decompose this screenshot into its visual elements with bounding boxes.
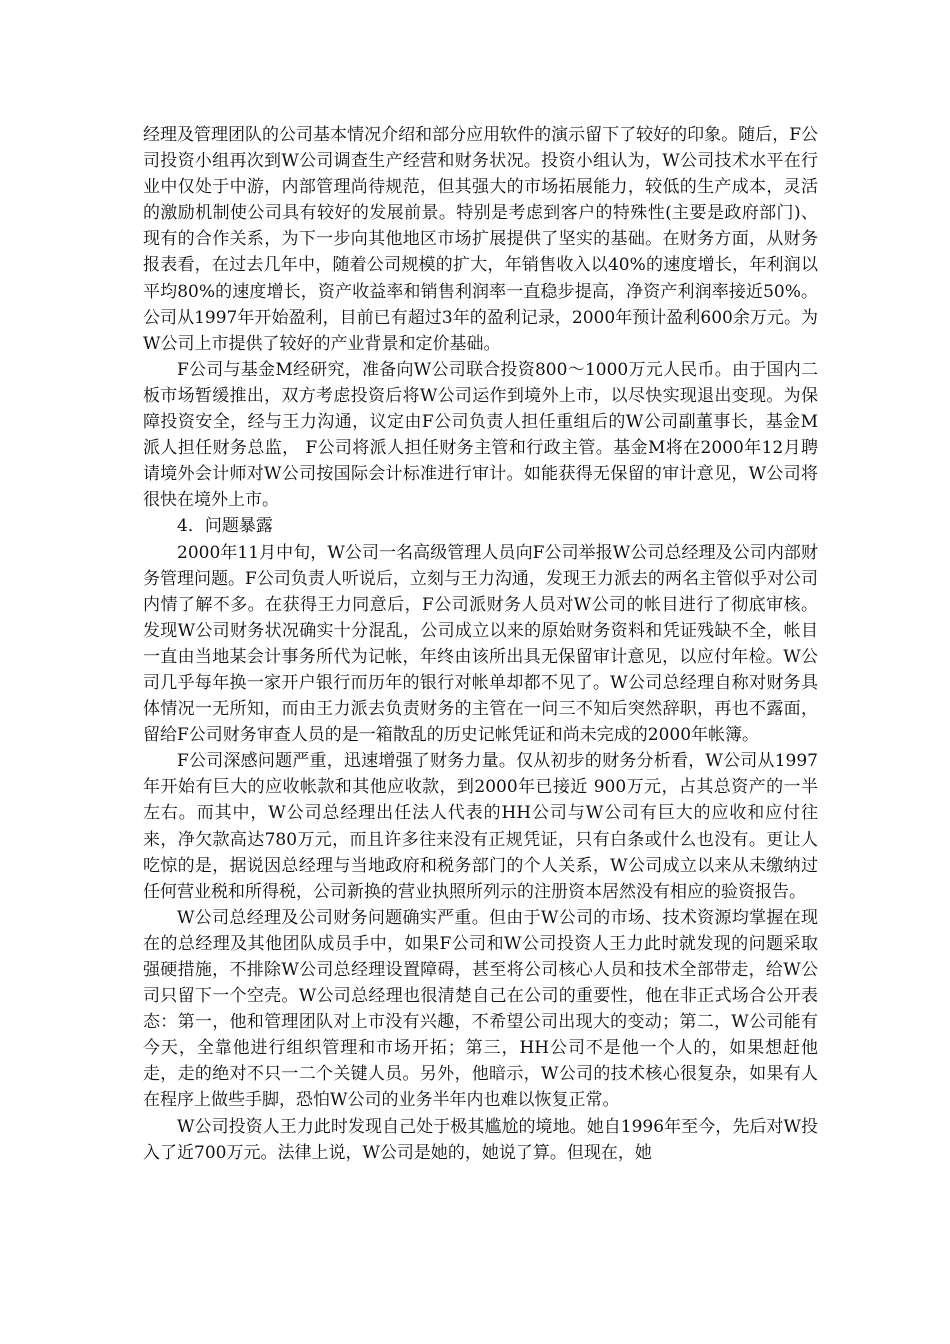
paragraph-financial-analysis: F公司深感问题严重，迅速增强了财务力量。仅从初步的财务分析看，W公司从1997年开始有巨大的应收帐款和其他应收款，到2000年已接近 900万元，占其总资产的一半左右。而其中，W公司总经理出任法人代表的HH公司与W公司有巨大的应收和应付往来，净欠款高达780万元，而且许多往来没有正规凭证，只有白条或什么也没有。更让人吃惊的是，据说因总经理与当地政府和税务部门的个人关系，W公司成立以来从未缴纳过任何营业税和所得税，公司新换的营业执照所列示的注册资本居然没有相应的验资报告。 bbox=[143, 751, 818, 902]
document-body bbox=[143, 122, 818, 1166]
section-heading-problems-exposed: 4．问题暴露 bbox=[177, 516, 273, 537]
paragraph-investor-dilemma: W公司投资人王力此时发现自己处于极其尴尬的境地。她自1996年至今，先后对W投入了近700万元。法律上说，W公司是她的，她说了算。但现在，她 bbox=[143, 1116, 818, 1163]
paragraph-company-overview: 经理及管理团队的公司基本情况介绍和部分应用软件的演示留下了较好的印象。随后，F公司投资小组再次到W公司调查生产经营和财务状况。投资小组认为，W公司技术水平在行业中仅处于中游，内部管理尚待规范，但其强大的市场拓展能力，较低的生产成本，灵活的激励机制使公司具有较好的发展前景。特别是考虑到客户的特殊性(主要是政府部门)、现有的合作关系，为下一步向其他地区市场扩展提供了坚实的基础。在财务方面，从财务报表看，在过去几年中，随着公司规模的扩大，年销售收入以40%的速度增长，年利润以平均80%的速度增长，资产收益率和销售利润率一直稳步提高，净资产利润率接近50%。公司从1997年开始盈利，目前已有超过3年的盈利记录，2000年预计盈利600余万元。为W公司上市提供了较好的产业背景和定价基础。 bbox=[143, 125, 818, 354]
paragraph-financial-audit: 2000年11月中旬，W公司一名高级管理人员向F公司举报W公司总经理及公司内部财务管理问题。F公司负责人听说后，立刻与王力沟通，发现王力派去的两名主管似乎对公司内情了解不多。在获得王力同意后，F公司派财务人员对W公司的帐目进行了彻底审核。发现W公司财务状况确实十分混乱，公司成立以来的原始财务资料和凭证残缺不全，帐目一直由当地某会计事务所代为记帐，年终由该所出具无保留审计意见，以应付年检。W公司几乎每年换一家开户银行而历年的银行对帐单却都不见了。W公司总经理自称对财务具体情况一无所知，而由王力派去负责财务的主管在一问三不知后突然辞职，再也不露面，留给F公司财务审查人员的是一箱散乱的历史记帐凭证和尚未完成的2000年帐簿。 bbox=[143, 542, 818, 746]
paragraph-management-risk: W公司总经理及公司财务问题确实严重。但由于W公司的市场、技术资源均掌握在现在的总经理及其他团队成员手中，如果F公司和W公司投资人王力此时就发现的问题采取强硬措施，不排除W公司总经理设置障碍，甚至将公司核心人员和技术全部带走，给W公司只留下一个空壳。W公司总经理也很清楚自己在公司的重要性，他在非正式场合公开表态：第一，他和管理团队对上市没有兴趣，不希望公司出现大的变动；第二，W公司能有今天，全靠他进行组织管理和市场开拓；第三，HH公司不是他一个人的，如果想赶他走，走的绝对不只一二个关键人员。另外，他暗示，W公司的技术核心很复杂，如果有人在程序上做些手脚，恐怕W公司的业务半年内也难以恢复正常。 bbox=[143, 907, 818, 1111]
paragraph-joint-investment: F公司与基金M经研究，准备向W公司联合投资800～1000万元人民币。由于国内二板市场暂缓推出，双方考虑投资后将W公司运作到境外上市，以尽快实现退出变现。为保障投资安全，经与王力沟通，议定由F公司负责人担任重组后的W公司副董事长，基金M派人担任财务总监， F公司将派人担任财务主管和行政主管。基金M将在2000年12月聘请境外会计师对W公司按国际会计标准进行审计。如能获得无保留的审计意见，W公司将很快在境外上市。 bbox=[143, 359, 818, 511]
